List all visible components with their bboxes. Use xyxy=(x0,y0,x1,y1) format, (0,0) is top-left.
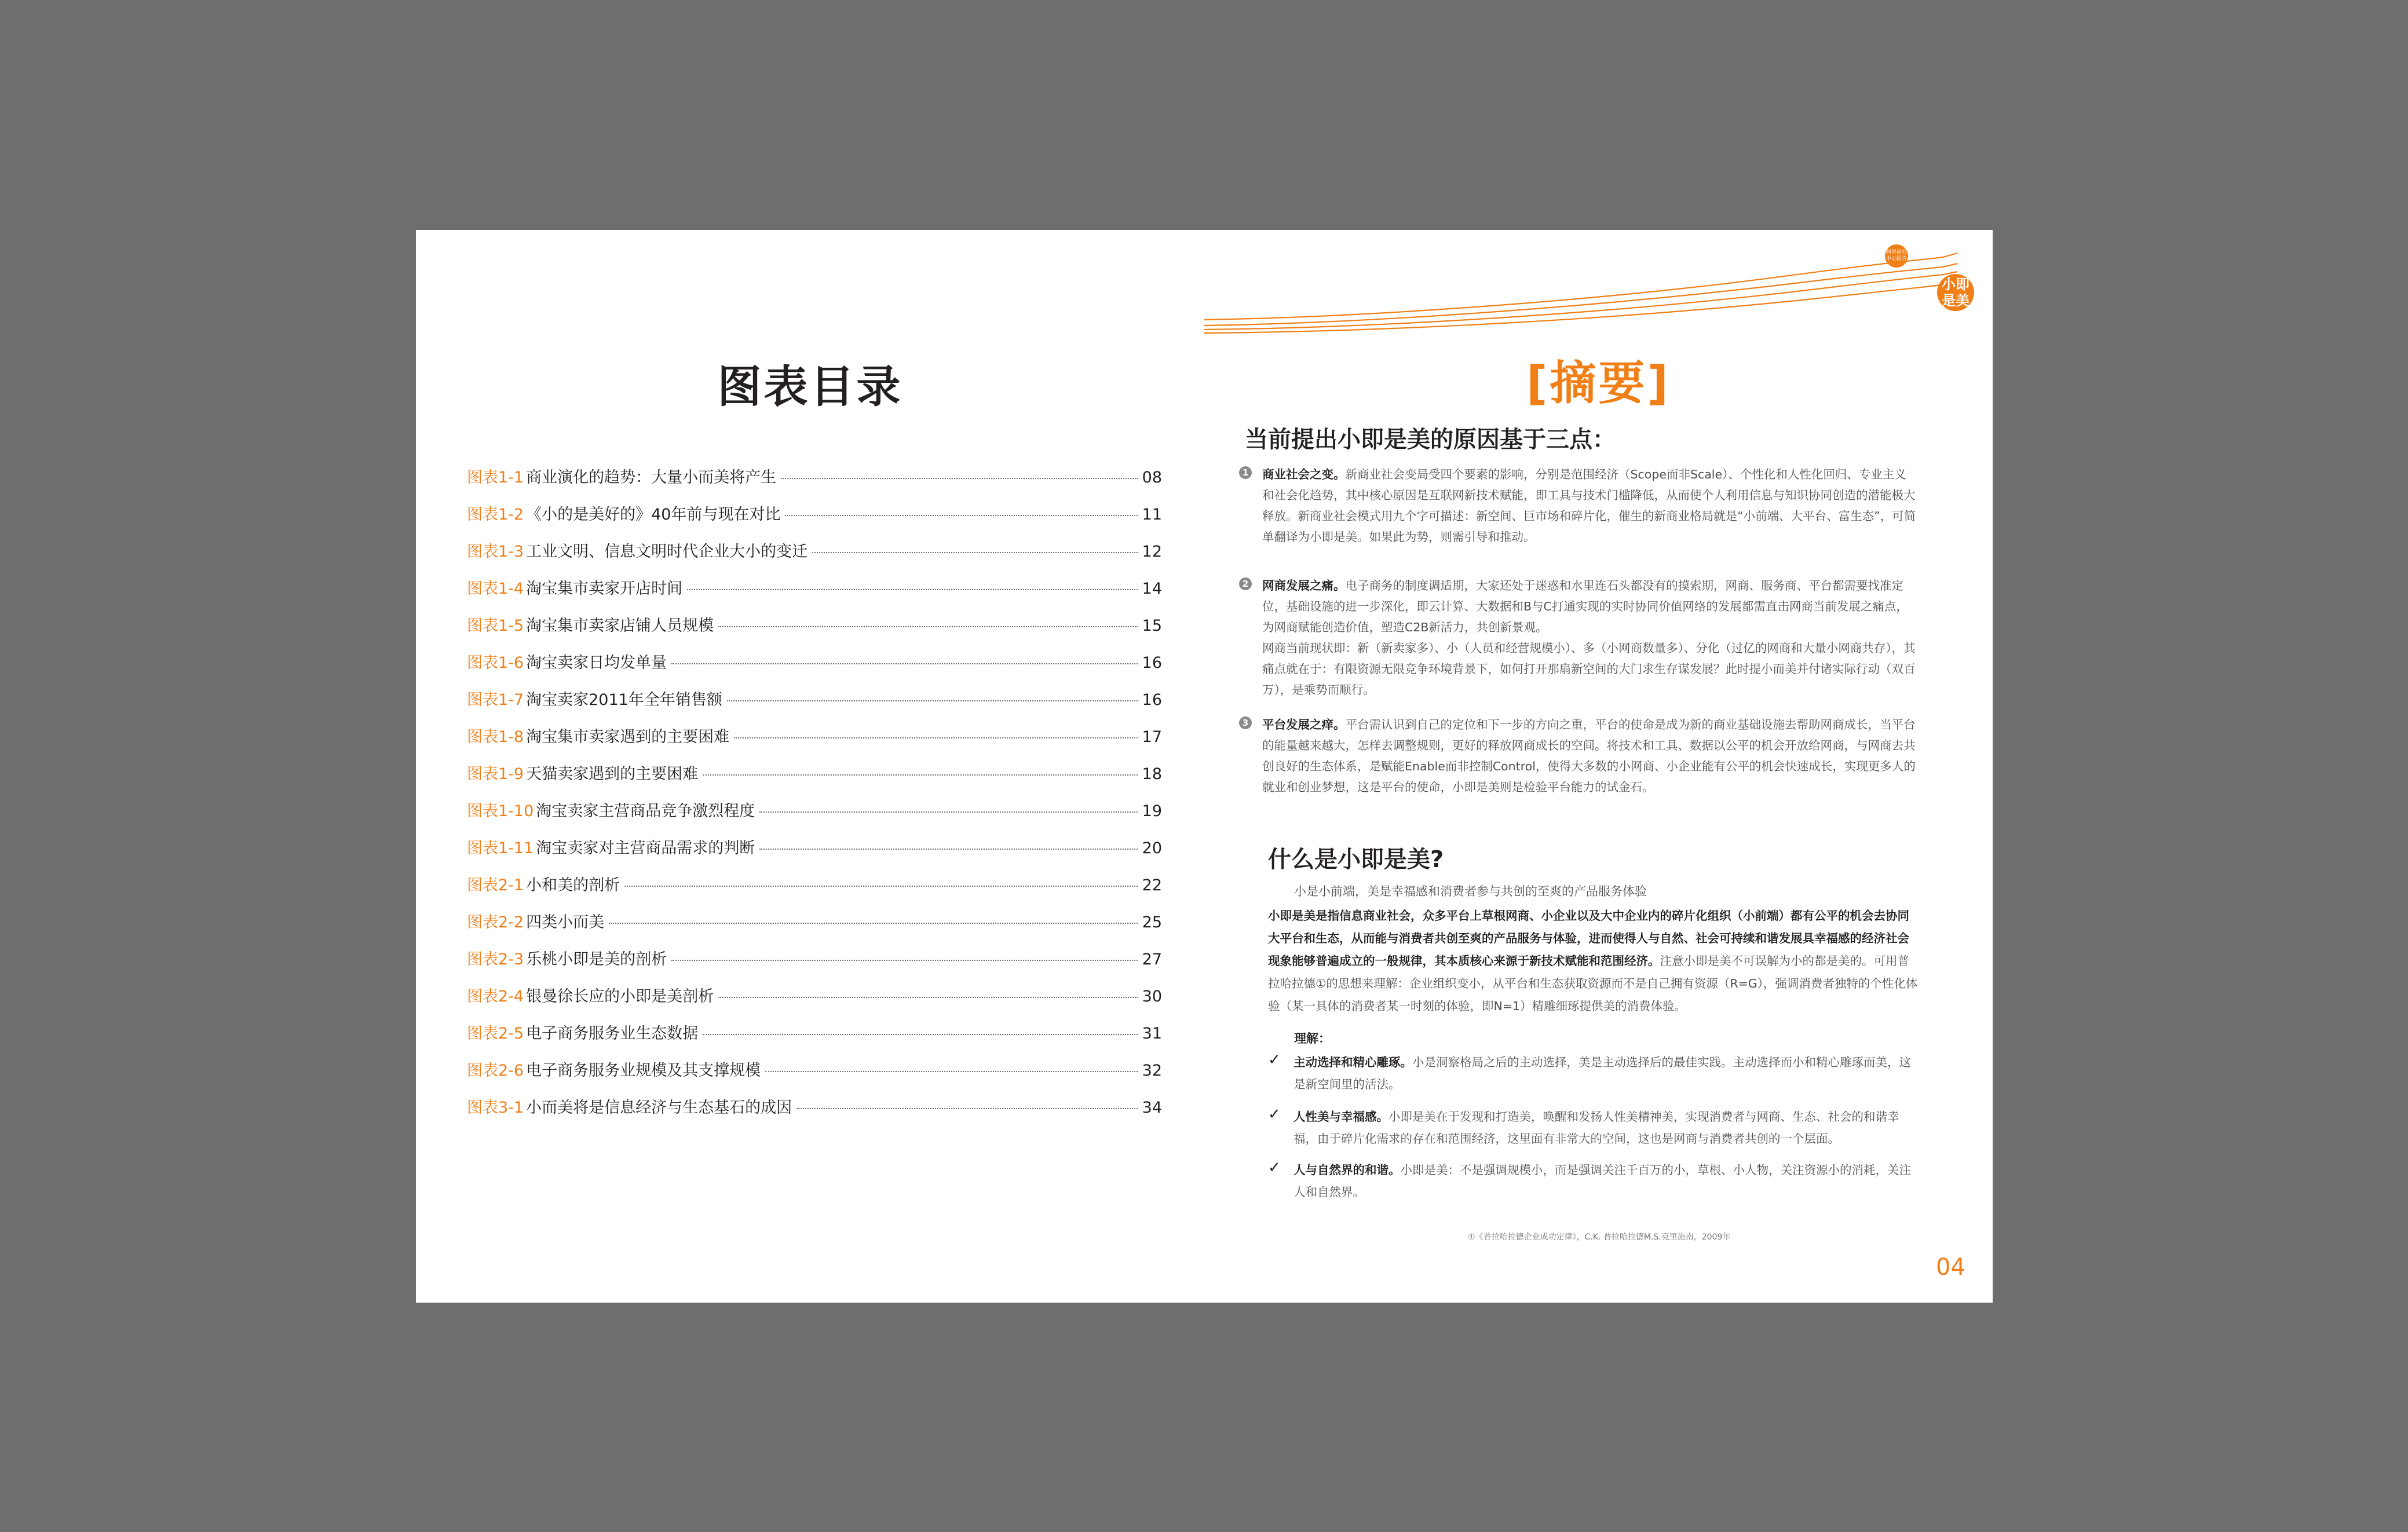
toc-entry-page: 22 xyxy=(1142,876,1162,894)
check-icon: ✓ xyxy=(1268,1106,1281,1123)
number-marker: 1 xyxy=(1239,466,1252,479)
brand-small-badge xyxy=(1885,244,1908,268)
toc-leader-dots xyxy=(671,960,1138,961)
toc-entry-page: 15 xyxy=(1142,617,1162,635)
reason-lead: 平台发展之痒。 xyxy=(1262,718,1346,732)
toc-entry-number: 图表1-2 xyxy=(467,506,524,524)
toc-entry-title: 淘宝卖家主营商品竞争激烈程度 xyxy=(536,802,755,820)
toc-entry-number: 图表1-5 xyxy=(467,617,524,635)
toc-entry-title: 淘宝集市卖家店铺人员规模 xyxy=(526,617,714,635)
toc-entry-page: 14 xyxy=(1142,580,1162,598)
check-body: 小是洞察格局之后的主动选择，美是主动选择后的最佳实践。主动选择而小和精心雕琢而美，这是新空间里的活法。 xyxy=(1293,1055,1911,1091)
toc-entry xyxy=(467,539,1162,576)
heading-what-is: 什么是小即是美? xyxy=(1268,846,1444,873)
toc-leader-dots xyxy=(624,886,1138,887)
toc-entry xyxy=(467,1095,1162,1132)
check-body: 小即是美在于发现和打造美，唤醒和发扬人性美精神美，实现消费者与网商、生态、社会的和谐幸福，由于碎片化需求的存在和范围经济，这里面有非常大的空间，这也是网商与消费者共创的一个层面。 xyxy=(1293,1110,1899,1146)
toc-entry-number: 图表2-2 xyxy=(467,913,524,931)
toc-entry-number: 图表1-11 xyxy=(467,839,534,857)
toc-entry-page: 11 xyxy=(1142,506,1162,524)
toc-leader-dots xyxy=(781,478,1138,479)
toc-entry xyxy=(467,1021,1162,1058)
toc-entry-page: 34 xyxy=(1142,1099,1162,1117)
toc-entry xyxy=(467,650,1162,687)
toc-entry-page: 08 xyxy=(1142,469,1162,487)
toc-leader-dots xyxy=(759,811,1137,813)
toc-entry-page: 20 xyxy=(1142,839,1162,857)
toc-entry-number: 图表1-1 xyxy=(467,469,524,487)
toc-entry-title: 四类小而美 xyxy=(526,913,605,931)
toc-entry-number: 图表2-5 xyxy=(467,1025,524,1043)
reason-item-2 xyxy=(1239,575,1917,700)
right-page xyxy=(1204,230,1993,1303)
toc-entry xyxy=(467,761,1162,798)
check-lead: 主动选择和精心雕琢。 xyxy=(1293,1055,1412,1069)
toc-leader-dots xyxy=(703,774,1138,776)
definition-subtitle: 小是小前端，美是幸福感和消费者参与共创的至爽的产品服务体验 xyxy=(1294,884,1647,898)
toc-entry-page: 25 xyxy=(1142,913,1162,931)
book-spread xyxy=(416,230,1993,1303)
toc-leader-dots xyxy=(785,515,1137,516)
check-item-1 xyxy=(1268,1051,1920,1095)
understanding-label: 理解： xyxy=(1294,1032,1331,1045)
decorative-wave-lines xyxy=(1204,230,1993,346)
toc-entry-title: 淘宝卖家日均发单量 xyxy=(526,654,667,672)
toc-entry-number: 图表2-1 xyxy=(467,876,524,894)
toc-leader-dots xyxy=(718,997,1138,998)
toc-entry-page: 12 xyxy=(1142,543,1162,561)
toc-list xyxy=(467,465,1162,1132)
toc-entry-page: 30 xyxy=(1142,988,1162,1006)
toc-leader-dots xyxy=(734,737,1138,738)
toc-title: 图表目录 xyxy=(717,361,903,412)
toc-entry xyxy=(467,909,1162,946)
number-marker: 2 xyxy=(1239,577,1252,590)
reason-lead: 网商发展之痛。 xyxy=(1262,579,1346,593)
toc-entry-title: 淘宝卖家2011年全年销售额 xyxy=(526,691,722,709)
toc-entry-title: 电子商务服务业规模及其支撑规模 xyxy=(526,1062,761,1080)
toc-entry-number: 图表3-1 xyxy=(467,1099,524,1117)
brand-small-top: 阿里研究 xyxy=(1886,250,1907,255)
left-page xyxy=(416,230,1204,1303)
reason-body: 新商业社会变局受四个要素的影响，分别是范围经济（Scope而非Scale）、个性化和人性化回归、专业主义和社会化趋势，其中核心原因是互联网新技术赋能，即工具与技术门槛降低，从而使个人利用信息与知识协同创造的潜能极大释放。新商业社会模式用九个字可描述：新空间、巨市场和碎片化，催生的新商业格局就是“小前端、大平台、富生态”，可简单翻译为小即是美。如果此为势，则需引导和推动。 xyxy=(1262,467,1916,544)
toc-entry-title: 小和美的剖析 xyxy=(526,876,620,894)
toc-entry-page: 16 xyxy=(1142,654,1162,672)
toc-entry-title: 商业演化的趋势：大量小而美将产生 xyxy=(526,469,777,487)
toc-entry-title: 淘宝卖家对主营商品需求的判断 xyxy=(536,839,755,857)
toc-entry xyxy=(467,983,1162,1021)
toc-entry-title: 天猫卖家遇到的主要困难 xyxy=(526,765,699,783)
toc-entry xyxy=(467,502,1162,539)
definition-paragraph xyxy=(1268,905,1920,1018)
toc-entry xyxy=(467,724,1162,761)
toc-leader-dots xyxy=(727,700,1138,701)
brand-small-bottom: 中心报告 xyxy=(1886,256,1907,262)
reason-body: 电子商务的制度调适期，大家还处于迷惑和水里连石头都没有的摸索期，网商、服务商、平台都需要找准定位，基础设施的进一步深化，即云计算、大数据和B与C打通实现的实时协同价值网络的发展都需直击网商当前发展之痛点，为网商赋能创造价值，塑造C2B新活力，共创新景观。 xyxy=(1262,579,1908,634)
toc-entry-title: 淘宝集市卖家开店时间 xyxy=(526,580,683,598)
reason-body-2: 网商当前现状即：新（新卖家多）、小（人员和经营规模小）、多（小网商数量多）、分化（过亿的网商和大量小网商共存），其痛点就在于：有限资源无限竞争环境背景下，如何打开那扇新空间的大门求生存谋发展？此时提小而美并付诸实际行动（双百万），是乘势而顺行。 xyxy=(1262,641,1916,697)
toc-entry-title: 电子商务服务业生态数据 xyxy=(526,1025,699,1043)
check-icon: ✓ xyxy=(1268,1159,1281,1176)
definition-bold: 小即是美是指信息商业社会，众多平台上草根网商、小企业以及大中企业内的碎片化组织（小前端）都有公平的机会去协同大平台和生态，从而能与消费者共创至爽的产品服务与体验，进而使得人与自然、社会可持续和谐发展具幸福感的经济社会现象能够普遍成立的一般规律，其本质核心来源于新技术赋能和范围经济。 xyxy=(1268,909,1909,968)
toc-entry-title: 银曼徐长应的小即是美剖析 xyxy=(526,988,714,1006)
heading-reasons: 当前提出小即是美的原因基于三点： xyxy=(1245,426,1616,453)
toc-entry-number: 图表1-10 xyxy=(467,802,534,820)
toc-entry-number: 图表1-8 xyxy=(467,728,524,746)
toc-entry-page: 32 xyxy=(1142,1062,1162,1080)
toc-leader-dots xyxy=(765,1071,1138,1072)
check-lead: 人与自然界的和谐。 xyxy=(1293,1163,1401,1177)
toc-entry xyxy=(467,576,1162,613)
toc-entry-title: 小而美将是信息经济与生态基石的成因 xyxy=(526,1099,792,1117)
toc-leader-dots xyxy=(703,1034,1138,1035)
toc-entry-number: 图表1-7 xyxy=(467,691,524,709)
footnote: ①《普拉哈拉德企业成功定律》，C.K. 普拉哈拉德M.S.克里施南，2009年 xyxy=(1468,1233,1731,1242)
check-lead: 人性美与幸福感。 xyxy=(1293,1110,1388,1124)
toc-entry-page: 18 xyxy=(1142,765,1162,783)
toc-entry xyxy=(467,465,1162,502)
toc-entry xyxy=(467,872,1162,909)
toc-leader-dots xyxy=(671,663,1138,664)
toc-leader-dots xyxy=(796,1108,1138,1109)
toc-entry-number: 图表1-4 xyxy=(467,580,524,598)
toc-leader-dots xyxy=(609,923,1138,924)
check-item-3 xyxy=(1268,1159,1920,1203)
check-icon: ✓ xyxy=(1268,1051,1281,1069)
toc-entry-number: 图表1-3 xyxy=(467,543,524,561)
toc-entry-number: 图表2-6 xyxy=(467,1062,524,1080)
toc-leader-dots xyxy=(718,626,1138,627)
toc-entry-number: 图表1-6 xyxy=(467,654,524,672)
toc-entry-title: 《小的是美好的》40年前与现在对比 xyxy=(526,506,781,524)
toc-entry xyxy=(467,687,1162,724)
page-number: 04 xyxy=(1936,1254,1965,1281)
check-body: 小即是美：不是强调规模小，而是强调关注千百万的小，草根、小人物，关注资源小的消耗，关注人和自然界。 xyxy=(1293,1163,1911,1199)
toc-entry-number: 图表2-3 xyxy=(467,950,524,968)
toc-entry xyxy=(467,798,1162,835)
toc-leader-dots xyxy=(759,849,1137,850)
check-item-2 xyxy=(1268,1106,1920,1150)
brand-badge xyxy=(1937,274,1974,311)
abstract-title: [摘要] xyxy=(1526,356,1671,410)
definition-rest: 注意小即是美不可误解为小的都是美的。可用普拉哈拉德①的思想来理解：企业组织变小，从平台和生态获取资源而不是自己拥有资源（R=G），强调消费者独特的个性化体验（某一具体的消费者某一时刻的体验，即N=1）精雕细琢提供美的消费体验。 xyxy=(1268,954,1918,1013)
toc-entry-page: 19 xyxy=(1142,802,1162,820)
toc-entry xyxy=(467,835,1162,872)
toc-entry xyxy=(467,1058,1162,1095)
brand-badge-bottom: 是美 xyxy=(1942,292,1969,309)
toc-entry-title: 淘宝集市卖家遇到的主要困难 xyxy=(526,728,730,746)
toc-entry-title: 工业文明、信息文明时代企业大小的变迁 xyxy=(526,543,808,561)
toc-entry-number: 图表2-4 xyxy=(467,988,524,1006)
reason-item-1 xyxy=(1239,464,1917,547)
toc-entry-title: 乐桃小即是美的剖析 xyxy=(526,950,667,968)
toc-entry-page: 27 xyxy=(1142,950,1162,968)
toc-entry xyxy=(467,613,1162,650)
toc-entry-page: 17 xyxy=(1142,728,1162,746)
brand-badge-top: 小即 xyxy=(1942,276,1969,292)
toc-entry-page: 31 xyxy=(1142,1025,1162,1043)
reason-lead: 商业社会之变。 xyxy=(1262,467,1346,481)
toc-entry-page: 16 xyxy=(1142,691,1162,709)
number-marker: 3 xyxy=(1239,716,1252,729)
reason-item-3 xyxy=(1239,714,1917,798)
toc-leader-dots xyxy=(812,552,1138,553)
toc-leader-dots xyxy=(687,589,1138,590)
toc-entry xyxy=(467,946,1162,983)
reason-body: 平台需认识到自己的定位和下一步的方向之重，平台的使命是成为新的商业基础设施去帮助网商成长，当平台的能量越来越大，怎样去调整规则，更好的释放网商成长的空间。将技术和工具、数据以公平的机会开放给网商，与网商去共创良好的生态体系，是赋能Enable而非控制Control，使得大多数的小网商、小企业能有公平的机会快速成长，实现更多人的就业和创业梦想，这是平台的使命，小即是美则是检验平台能力的试金石。 xyxy=(1262,718,1916,794)
toc-entry-number: 图表1-9 xyxy=(467,765,524,783)
